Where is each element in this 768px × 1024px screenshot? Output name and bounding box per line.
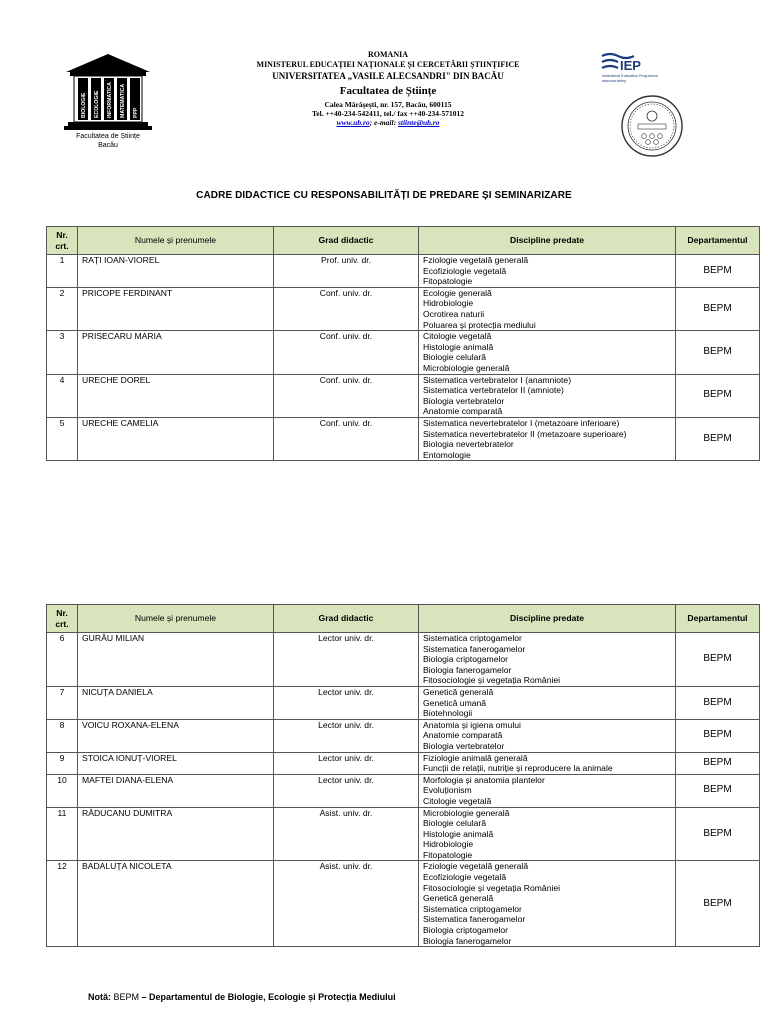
cell-name: RAȚI IOAN-VIOREL <box>78 255 274 288</box>
cell-nr: 3 <box>47 331 78 374</box>
logo-column-label: BIOLOGIE <box>81 92 88 118</box>
cell-nr: 10 <box>47 774 78 807</box>
cell-disciplines <box>419 331 676 374</box>
cell-dept: BEPM <box>676 331 760 374</box>
cell-grad: Lector univ. dr. <box>274 774 419 807</box>
discipline-item: Hidrobiologie <box>423 839 474 850</box>
discipline-item: Genetică generală <box>423 893 494 904</box>
cell-nr: 1 <box>47 255 78 288</box>
logo-column-label: INFORMATICA <box>107 82 114 118</box>
discipline-item: Fitosociologie și vegetația României <box>423 675 561 686</box>
cell-dept: BEPM <box>676 807 760 861</box>
discipline-item: Biologia fanerogamelor <box>423 664 512 675</box>
header-disc: Discipline predate <box>419 227 676 255</box>
cell-name: PRISECARU MARIA <box>78 331 274 374</box>
table-row <box>47 719 760 752</box>
cell-nr: 4 <box>47 374 78 417</box>
logo-caption <box>60 132 156 150</box>
table-row <box>47 287 760 330</box>
logo-caption-line2: Bacău <box>98 142 118 149</box>
cell-disciplines <box>419 255 676 288</box>
discipline-item: Biologia nevertebratelor <box>423 439 514 450</box>
cell-dept: BEPM <box>676 774 760 807</box>
footnote-text: – Departamentul de Biologie, Ecologie și Protecția Mediului <box>141 992 396 1002</box>
cell-name: URECHE CAMELIA <box>78 417 274 460</box>
email-label: ; e-mail: <box>369 118 397 127</box>
discipline-item: Biologia fanerogamelor <box>423 935 512 946</box>
cell-dept: BEPM <box>676 255 760 288</box>
logo-column-label: ECOLOGIE <box>94 90 101 118</box>
cell-disciplines <box>419 719 676 752</box>
cell-dept: BEPM <box>676 719 760 752</box>
cell-nr: 8 <box>47 719 78 752</box>
website-link[interactable]: www.ub.ro <box>336 118 370 127</box>
discipline-item: Poluarea și protecția mediului <box>423 319 536 330</box>
iep-subtitle: Institutional Evaluation Programme <box>602 74 658 78</box>
cell-nr: 9 <box>47 752 78 774</box>
iep-waves-icon <box>598 50 678 84</box>
iep-logo <box>598 50 678 84</box>
document-title: CADRE DIDACTICE CU RESPONSABILITĂȚI DE PREDARE ȘI SEMINARIZARE <box>196 190 572 201</box>
logo-caption-line1: Facultatea de Științe <box>76 133 140 140</box>
table-row <box>47 633 760 687</box>
discipline-item: Sistematica criptogamelor <box>423 633 522 643</box>
table-row <box>47 686 760 719</box>
discipline-item: Sistematica nevertebratelor II (metazoare superioare) <box>423 428 627 439</box>
email-link[interactable]: stiinte@ub.ro <box>397 118 440 127</box>
cell-disciplines <box>419 417 676 460</box>
discipline-item: Sistematica fanerogamelor <box>423 914 526 925</box>
discipline-item: Fziologie vegetală generală <box>423 861 529 872</box>
table-header-row <box>47 605 760 633</box>
cell-grad: Prof. univ. dr. <box>274 255 419 288</box>
cell-disciplines <box>419 861 676 947</box>
footnote-abbr: BEPM <box>113 992 140 1002</box>
footnote <box>88 992 396 1002</box>
header-nr: Nr. crt. <box>47 227 78 255</box>
discipline-item: Genetică generală <box>423 686 494 697</box>
discipline-item: Morfologia și anatomia plantelor <box>423 774 545 785</box>
discipline-item: Ecofiziologie vegetală <box>423 872 507 883</box>
discipline-item: Entomologie <box>423 449 471 460</box>
table-row <box>47 255 760 288</box>
logo-column-label: PPP <box>133 107 140 118</box>
discipline-item: Ecologie generală <box>423 287 492 298</box>
cell-nr: 5 <box>47 417 78 460</box>
table-row <box>47 774 760 807</box>
discipline-item: Biotehnologii <box>423 708 473 719</box>
discipline-item: Fitopatologie <box>423 849 473 860</box>
cell-grad: Conf. univ. dr. <box>274 287 419 330</box>
header-contact <box>230 118 546 128</box>
cell-grad: Lector univ. dr. <box>274 686 419 719</box>
cell-dept: BEPM <box>676 686 760 719</box>
discipline-item: Microbiologie generală <box>423 362 510 373</box>
table-row <box>47 861 760 947</box>
table-header-row <box>47 227 760 255</box>
discipline-item: Biologie celulară <box>423 818 487 829</box>
table-row <box>47 374 760 417</box>
discipline-item: Fitopatologie <box>423 276 473 287</box>
cell-grad: Conf. univ. dr. <box>274 331 419 374</box>
cell-disciplines <box>419 633 676 687</box>
cell-nr: 2 <box>47 287 78 330</box>
discipline-item: Sistematica criptogamelor <box>423 903 522 914</box>
cell-name: BADALUȚA NICOLETA <box>78 861 274 947</box>
table-row <box>47 331 760 374</box>
discipline-item: Microbiologie generală <box>423 807 510 818</box>
cell-grad: Lector univ. dr. <box>274 752 419 774</box>
cell-dept: BEPM <box>676 752 760 774</box>
discipline-item: Biologia vertebratelor <box>423 395 505 406</box>
cell-nr: 7 <box>47 686 78 719</box>
cell-grad: Asist. univ. dr. <box>274 861 419 947</box>
discipline-item: Evoluționism <box>423 785 472 796</box>
cell-name: URECHE DOREL <box>78 374 274 417</box>
table-row <box>47 807 760 861</box>
cell-grad: Lector univ. dr. <box>274 633 419 687</box>
cell-nr: 11 <box>47 807 78 861</box>
header-country: ROMANIA <box>368 50 408 59</box>
discipline-item: Ecofiziologie vegetală <box>423 265 507 276</box>
header-phone: Tel. ++40-234-542411, tel./ fax ++40-234-571012 <box>311 109 464 118</box>
cell-dept: BEPM <box>676 633 760 687</box>
cell-dept: BEPM <box>676 417 760 460</box>
cell-grad: Conf. univ. dr. <box>274 374 419 417</box>
staff-table-1 <box>46 226 760 461</box>
discipline-item: Histologie animală <box>423 341 494 352</box>
discipline-item: Anatomie comparată <box>423 730 503 741</box>
cell-grad: Lector univ. dr. <box>274 719 419 752</box>
iep-acronym: IEP <box>620 58 641 73</box>
discipline-item: Genetică umană <box>423 697 487 708</box>
cell-disciplines <box>419 686 676 719</box>
discipline-item: Sistematica vertebratelor I (anamniote) <box>423 374 572 385</box>
discipline-item: Anatomie comparată <box>423 406 503 417</box>
cell-nr: 6 <box>47 633 78 687</box>
cell-name: RĂDUCANU DUMITRA <box>78 807 274 861</box>
cell-disciplines <box>419 752 676 774</box>
header-address: Calea Mărășești, nr. 157, Bacău, 600115 <box>324 100 452 109</box>
certification-seal-icon <box>620 94 684 158</box>
table-row <box>47 417 760 460</box>
cell-nr: 12 <box>47 861 78 947</box>
header-dept: Departamentul <box>676 227 760 255</box>
temple-logo-icon <box>60 52 156 132</box>
discipline-item: Hidrobiologie <box>423 298 474 309</box>
header-name: Numele și prenumele <box>78 605 274 633</box>
discipline-item: Fziologie vegetală generală <box>423 255 529 265</box>
discipline-item: Ocrotirea naturii <box>423 308 485 319</box>
discipline-item: Sistematica nevertebratelor I (metazoare inferioare) <box>423 417 620 428</box>
cell-dept: BEPM <box>676 287 760 330</box>
cell-disciplines <box>419 374 676 417</box>
discipline-item: Fitosociologie și vegetația României <box>423 882 561 893</box>
discipline-item: Biologia criptogamelor <box>423 654 509 665</box>
discipline-item: Funcții de relații, nutriție și reproducere la animale <box>423 763 613 774</box>
header-disc: Discipline predate <box>419 605 676 633</box>
discipline-item: Sistematica vertebratelor II (amniote) <box>423 385 564 396</box>
header-dept: Departamentul <box>676 605 760 633</box>
discipline-item: Biologia vertebratelor <box>423 740 505 751</box>
discipline-item: Citologie vegetală <box>423 331 492 342</box>
discipline-item: Sistematica fanerogamelor <box>423 643 526 654</box>
header-ministry: MINISTERUL EDUCAȚIEI NAȚIONALE ȘI CERCETĂRII ȘTIINȚIFICE <box>256 60 520 69</box>
cell-disciplines <box>419 774 676 807</box>
table-row <box>47 752 760 774</box>
cell-disciplines <box>419 287 676 330</box>
cell-disciplines <box>419 807 676 861</box>
cell-dept: BEPM <box>676 861 760 947</box>
staff-table-2 <box>46 604 760 947</box>
discipline-item: Biologia criptogamelor <box>423 925 509 936</box>
cell-name: PRICOPE FERDINANT <box>78 287 274 330</box>
header-university: UNIVERSITATEA „VASILE ALECSANDRI" DIN BACĂU <box>272 71 504 81</box>
cell-name: VOICU ROXANA-ELENA <box>78 719 274 752</box>
logo-column-label: MATEMATICA <box>120 83 127 118</box>
header-nr: Nr. crt. <box>47 605 78 633</box>
discipline-item: Biologie celulară <box>423 352 487 363</box>
discipline-item: Histologie animală <box>423 828 494 839</box>
cell-name: NICUȚA DANIELA <box>78 686 274 719</box>
cell-dept: BEPM <box>676 374 760 417</box>
cell-grad: Asist. univ. dr. <box>274 807 419 861</box>
cell-name: MAFTEI DIANA-ELENA <box>78 774 274 807</box>
header-grad: Grad didactic <box>274 227 419 255</box>
iep-subtitle2: www.eua.be/iep <box>602 79 626 83</box>
header-grad: Grad didactic <box>274 605 419 633</box>
discipline-item: Fiziologie animală generală <box>423 752 528 763</box>
cell-name: GURĂU MILIAN <box>78 633 274 687</box>
cell-name: STOICA IONUȚ-VIOREL <box>78 752 274 774</box>
discipline-item: Citologie vegetală <box>423 795 492 806</box>
header-name: Numele și prenumele <box>78 227 274 255</box>
cell-grad: Conf. univ. dr. <box>274 417 419 460</box>
discipline-item: Anatomia și igiena omului <box>423 719 521 730</box>
footnote-label: Notă: <box>88 992 111 1002</box>
institution-header <box>230 50 546 128</box>
header-faculty: Facultatea de Științe <box>339 85 437 97</box>
